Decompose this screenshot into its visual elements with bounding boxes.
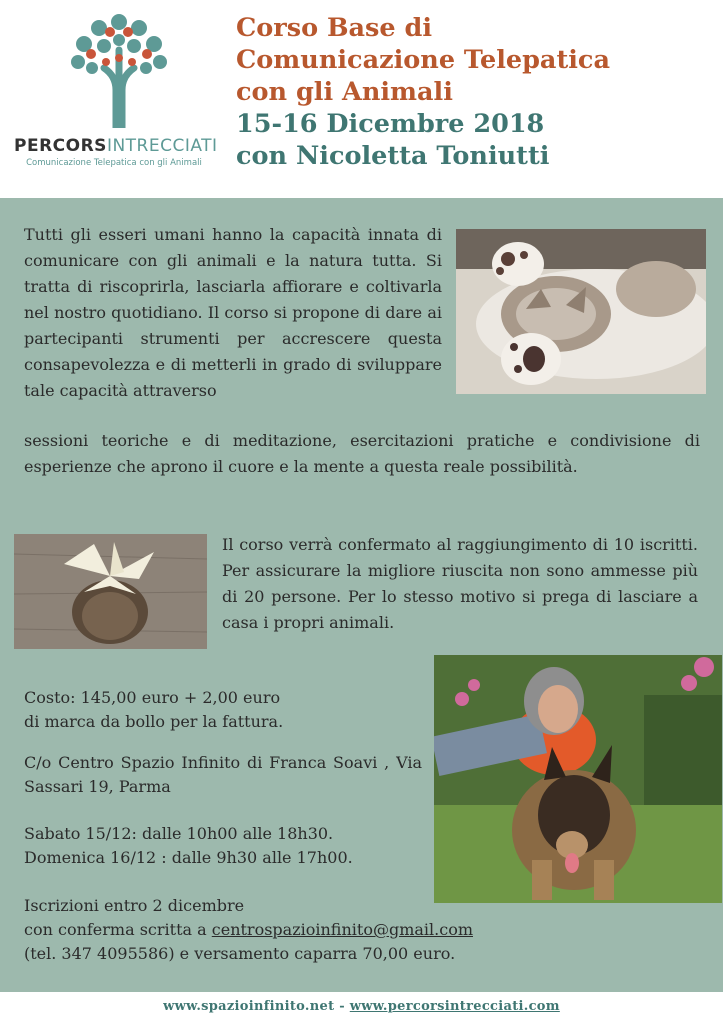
conditions-text: Il corso verrà confermato al raggiungimento di 10 iscritti. Per assicurare la migliore riuscita non sono ammesse più di 20 persone. Per lo stesso motivo si prega di lasciare a casa i propri animali. — [222, 535, 698, 632]
kitten-photo — [456, 229, 706, 394]
logo-name-part2: INTRECCIATI — [106, 136, 218, 156]
email-link[interactable]: centrospazioinfinito@gmail.com — [211, 920, 473, 939]
registration-line-3: (tel. 347 4095586) e versamento caparra 70,00 euro. — [24, 944, 456, 963]
schedule-block — [24, 822, 422, 870]
schedule-saturday: Sabato 15/12: dalle 10h00 alle 18h30. — [24, 824, 334, 843]
footer-separator: - — [334, 999, 350, 1014]
location-block — [24, 751, 422, 799]
schedule-sunday: Domenica 16/12 : dalle 9h30 alle 17h00. — [24, 848, 353, 867]
percorsi-intrecciati-logo — [14, 10, 218, 188]
title-line-2: Comunicazione Telepatica — [236, 45, 610, 75]
location-text: C/o Centro Spazio Infinito di Franca Soavi , Via Sassari 19, Parma — [24, 753, 422, 796]
header — [0, 0, 723, 198]
cost-line-1: Costo: 145,00 euro + 2,00 euro — [24, 688, 281, 707]
guinea-pig-photo — [14, 534, 207, 649]
content-panel — [0, 198, 723, 992]
intro-paragraph-part1 — [24, 222, 442, 404]
intro-paragraph-part2 — [24, 428, 700, 480]
intro-text-1: Tutti gli esseri umani hanno la capacità innata di comunicare con gli animali e la natura tutta. Si tratta di riscoprirla, lasciarla affiorare e coltivarla nel nostro quotidiano. Il corso si propone di dare ai partecipanti strumenti per accrescere questa consapevolezza e di metterli in grado di sviluppare tale capacità attraverso — [24, 225, 442, 400]
registration-line-2 — [24, 918, 664, 942]
registration-block — [24, 894, 664, 966]
registration-prefix: con conferma scritta a — [24, 920, 212, 939]
title-line-1: Corso Base di — [236, 13, 433, 43]
course-date: 15-16 Dicembre 2018 — [236, 109, 545, 139]
registration-line-1: Iscrizioni entro 2 dicembre — [24, 896, 245, 915]
course-title — [236, 12, 716, 172]
footer-link-percorsintrecciati[interactable]: www.percorsintrecciati.com — [349, 999, 560, 1014]
logo-tagline: Comunicazione Telepatica con gli Animali — [26, 158, 202, 168]
cost-line-2: di marca da bollo per la fattura. — [24, 712, 284, 731]
footer-link-spazioinfinito[interactable]: www.spazioinfinito.net — [163, 999, 335, 1014]
course-teacher: con Nicoletta Toniutti — [236, 141, 550, 171]
logo-name-part1: PERCORS — [14, 136, 107, 156]
conditions-paragraph — [222, 532, 698, 636]
title-line-3: con gli Animali — [236, 77, 453, 107]
teacher-with-dog-photo — [434, 655, 722, 903]
intro-text-2: sessioni teoriche e di meditazione, esercitazioni pratiche e condivisione di esperienze che aprono il cuore e la mente a questa reale possibilità. — [24, 431, 700, 476]
logo-name — [14, 136, 218, 156]
footer — [0, 992, 723, 1024]
tree-logo-icon — [64, 10, 174, 128]
cost-block — [24, 686, 422, 734]
